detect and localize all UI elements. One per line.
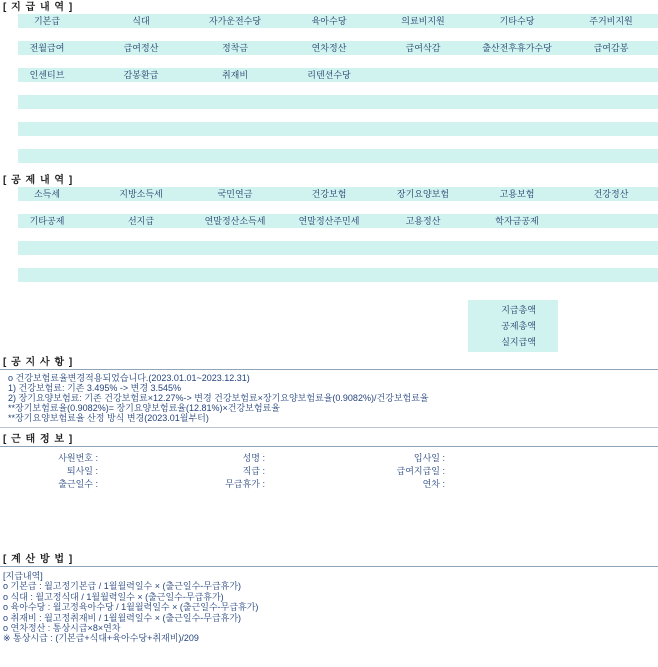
table-cell-label: 주거비지원 xyxy=(589,16,633,26)
table-row xyxy=(0,68,658,82)
table-row xyxy=(0,149,658,163)
table-cell-label: 급여감봉 xyxy=(593,43,629,53)
notice-box xyxy=(0,369,658,428)
notice-line: o 건강보험료율변경적용되었습니다.(2023.01.01~2023.12.31) xyxy=(8,373,250,383)
hire-date-label: 입사일 : xyxy=(413,453,445,463)
table-cell-label xyxy=(282,95,376,109)
work-days-label: 출근일수 : xyxy=(58,479,98,489)
table-row xyxy=(0,241,658,255)
attendance-section-title: [ 근 태 정 보 ] xyxy=(3,434,74,445)
table-cell-label: 건강보험 xyxy=(311,189,347,199)
payment-table xyxy=(0,14,658,163)
table-cell-label xyxy=(564,241,658,255)
name-label: 성명 : xyxy=(242,453,265,463)
table-cell-label: 급여정산 xyxy=(123,43,159,53)
table-cell-label xyxy=(376,241,470,255)
table-cell-label: 리텐션수당 xyxy=(307,70,351,80)
notice-section-title: [ 공 지 사 항 ] xyxy=(3,357,74,368)
table-cell-label: 식대 xyxy=(132,16,150,26)
table-cell-label xyxy=(0,122,94,136)
table-cell-label xyxy=(376,95,470,109)
table-cell-label: 취재비 xyxy=(221,70,249,80)
table-cell-label: 장기요양보험 xyxy=(396,189,450,199)
notice-line: **장기보험료율(0.9082%)= 장기요양보험료율(12.81%)×건강보험료율 xyxy=(8,403,280,413)
attendance-row xyxy=(0,478,658,491)
table-cell-label: 육아수당 xyxy=(311,16,347,26)
table-cell-label xyxy=(470,122,564,136)
table-cell-label xyxy=(94,268,188,282)
table-cell-label: 고용보험 xyxy=(499,189,535,199)
leave-date-label: 퇴사일 : xyxy=(66,466,98,476)
table-cell-label: 정착금 xyxy=(221,43,249,53)
table-cell-label xyxy=(470,95,564,109)
calculation-line: o 연차정산 : 통상시급×8×연차 xyxy=(3,623,121,634)
table-cell-label xyxy=(470,241,564,255)
table-cell-label xyxy=(376,68,470,82)
table-row xyxy=(0,122,658,136)
payment-section-title: [ 지 급 내 역 ] xyxy=(3,2,74,13)
table-cell-label xyxy=(94,149,188,163)
table-cell-label: 감봉환급 xyxy=(123,70,159,80)
table-cell-label: 기타수당 xyxy=(499,16,535,26)
notice-line: **장기요양보험료율 산정 방식 변경(2023.01월부터) xyxy=(8,413,209,423)
table-cell-label xyxy=(376,149,470,163)
deduction-table xyxy=(0,187,658,282)
table-row xyxy=(0,14,658,28)
table-cell-label xyxy=(282,268,376,282)
table-cell-label xyxy=(564,268,658,282)
table-cell-label: 연차정산 xyxy=(311,43,347,53)
attendance-row xyxy=(0,465,658,478)
table-cell-label: 선지급 xyxy=(127,216,155,226)
table-cell-label xyxy=(564,149,658,163)
table-cell-label xyxy=(188,268,282,282)
table-cell-label xyxy=(470,149,564,163)
table-cell-label: 기타공제 xyxy=(29,216,65,226)
calculation-line: o 육아수당 : 월고정육아수당 / 1월월력일수 × (출근일수-무급휴가) xyxy=(3,602,259,613)
calculation-section-title: [ 계 산 방 법 ] xyxy=(3,554,74,565)
attendance-box xyxy=(0,446,658,491)
table-cell-label xyxy=(94,95,188,109)
table-cell-label xyxy=(376,122,470,136)
table-cell-label xyxy=(564,68,658,82)
table-cell-label xyxy=(188,241,282,255)
table-cell-label xyxy=(94,241,188,255)
calculation-line: o 기본급 : 월고정기본급 / 1월월력일수 × (출근일수-무급휴가) xyxy=(3,581,242,592)
table-cell-label: 자가운전수당 xyxy=(208,16,262,26)
table-cell-label: 연말정산주민세 xyxy=(298,216,360,226)
calculation-line: o 식대 : 월고정식대 / 1월월력일수 × (출근일수-무급휴가) xyxy=(3,591,224,602)
table-cell-label: 고용정산 xyxy=(405,216,441,226)
table-cell-label: 지방소득세 xyxy=(119,189,163,199)
net-payment-label: 실지급액 xyxy=(501,337,536,347)
table-cell-label: 급여삭감 xyxy=(405,43,441,53)
table-cell-label xyxy=(470,268,564,282)
table-row xyxy=(0,41,658,55)
table-cell-label: 전월급여 xyxy=(29,43,65,53)
notice-line: 1) 건강보험료: 기존 3.495% -> 변경 3.545% xyxy=(8,383,182,393)
table-cell-label xyxy=(0,241,94,255)
total-deduction-label: 공제총액 xyxy=(501,321,536,331)
table-cell-label xyxy=(376,268,470,282)
employee-no-label: 사원번호 : xyxy=(58,453,98,463)
annual-leave-label: 연차 : xyxy=(422,479,445,489)
table-cell-label xyxy=(564,214,658,228)
table-cell-label xyxy=(282,149,376,163)
calculation-line: o 취재비 : 월고정취재비 / 1월월력일수 × (출근일수-무급휴가) xyxy=(3,612,242,623)
table-cell-label: 국민연금 xyxy=(217,189,253,199)
table-row xyxy=(0,214,658,228)
table-cell-label: 인센티브 xyxy=(29,70,65,80)
total-payment-label: 지급총액 xyxy=(501,305,536,315)
attendance-row xyxy=(0,452,658,465)
table-cell-label: 학자금공제 xyxy=(495,216,539,226)
table-cell-label xyxy=(564,95,658,109)
calculation-line: [지급내역] xyxy=(3,571,43,581)
table-row xyxy=(0,95,658,109)
table-cell-label xyxy=(0,95,94,109)
table-cell-label xyxy=(188,95,282,109)
table-cell-label xyxy=(0,149,94,163)
table-cell-label xyxy=(94,122,188,136)
table-cell-label xyxy=(282,122,376,136)
calculation-line: ※ 통상시급 : (기본급+식대+육아수당+취재비)/209 xyxy=(3,633,199,644)
table-cell-label xyxy=(470,68,564,82)
unpaid-leave-label: 무급휴가 : xyxy=(225,479,265,489)
table-cell-label: 소득세 xyxy=(33,189,61,199)
deduction-section-title: [ 공 제 내 역 ] xyxy=(3,175,74,186)
table-cell-label: 출산전후휴가수당 xyxy=(482,43,552,53)
table-cell-label: 건강정산 xyxy=(593,189,629,199)
position-label: 직급 : xyxy=(242,466,265,476)
table-cell-label: 기본급 xyxy=(33,16,61,26)
pay-date-label: 급여지급일 : xyxy=(396,466,445,476)
table-row xyxy=(0,268,658,282)
table-cell-label xyxy=(282,241,376,255)
table-cell-label xyxy=(0,268,94,282)
table-cell-label xyxy=(188,149,282,163)
table-cell-label xyxy=(564,122,658,136)
table-cell-label xyxy=(188,122,282,136)
calculation-box xyxy=(0,566,658,644)
totals-summary-box xyxy=(468,300,558,352)
table-cell-label: 연말정산소득세 xyxy=(204,216,266,226)
notice-line: 2) 장기요양보험료: 기존 건강보험료×12.27%-> 변경 건강보험료×장기요양보험료율(0.9082%)/건강보험료율 xyxy=(8,393,429,403)
table-row xyxy=(0,187,658,201)
table-cell-label: 의료비지원 xyxy=(401,16,445,26)
